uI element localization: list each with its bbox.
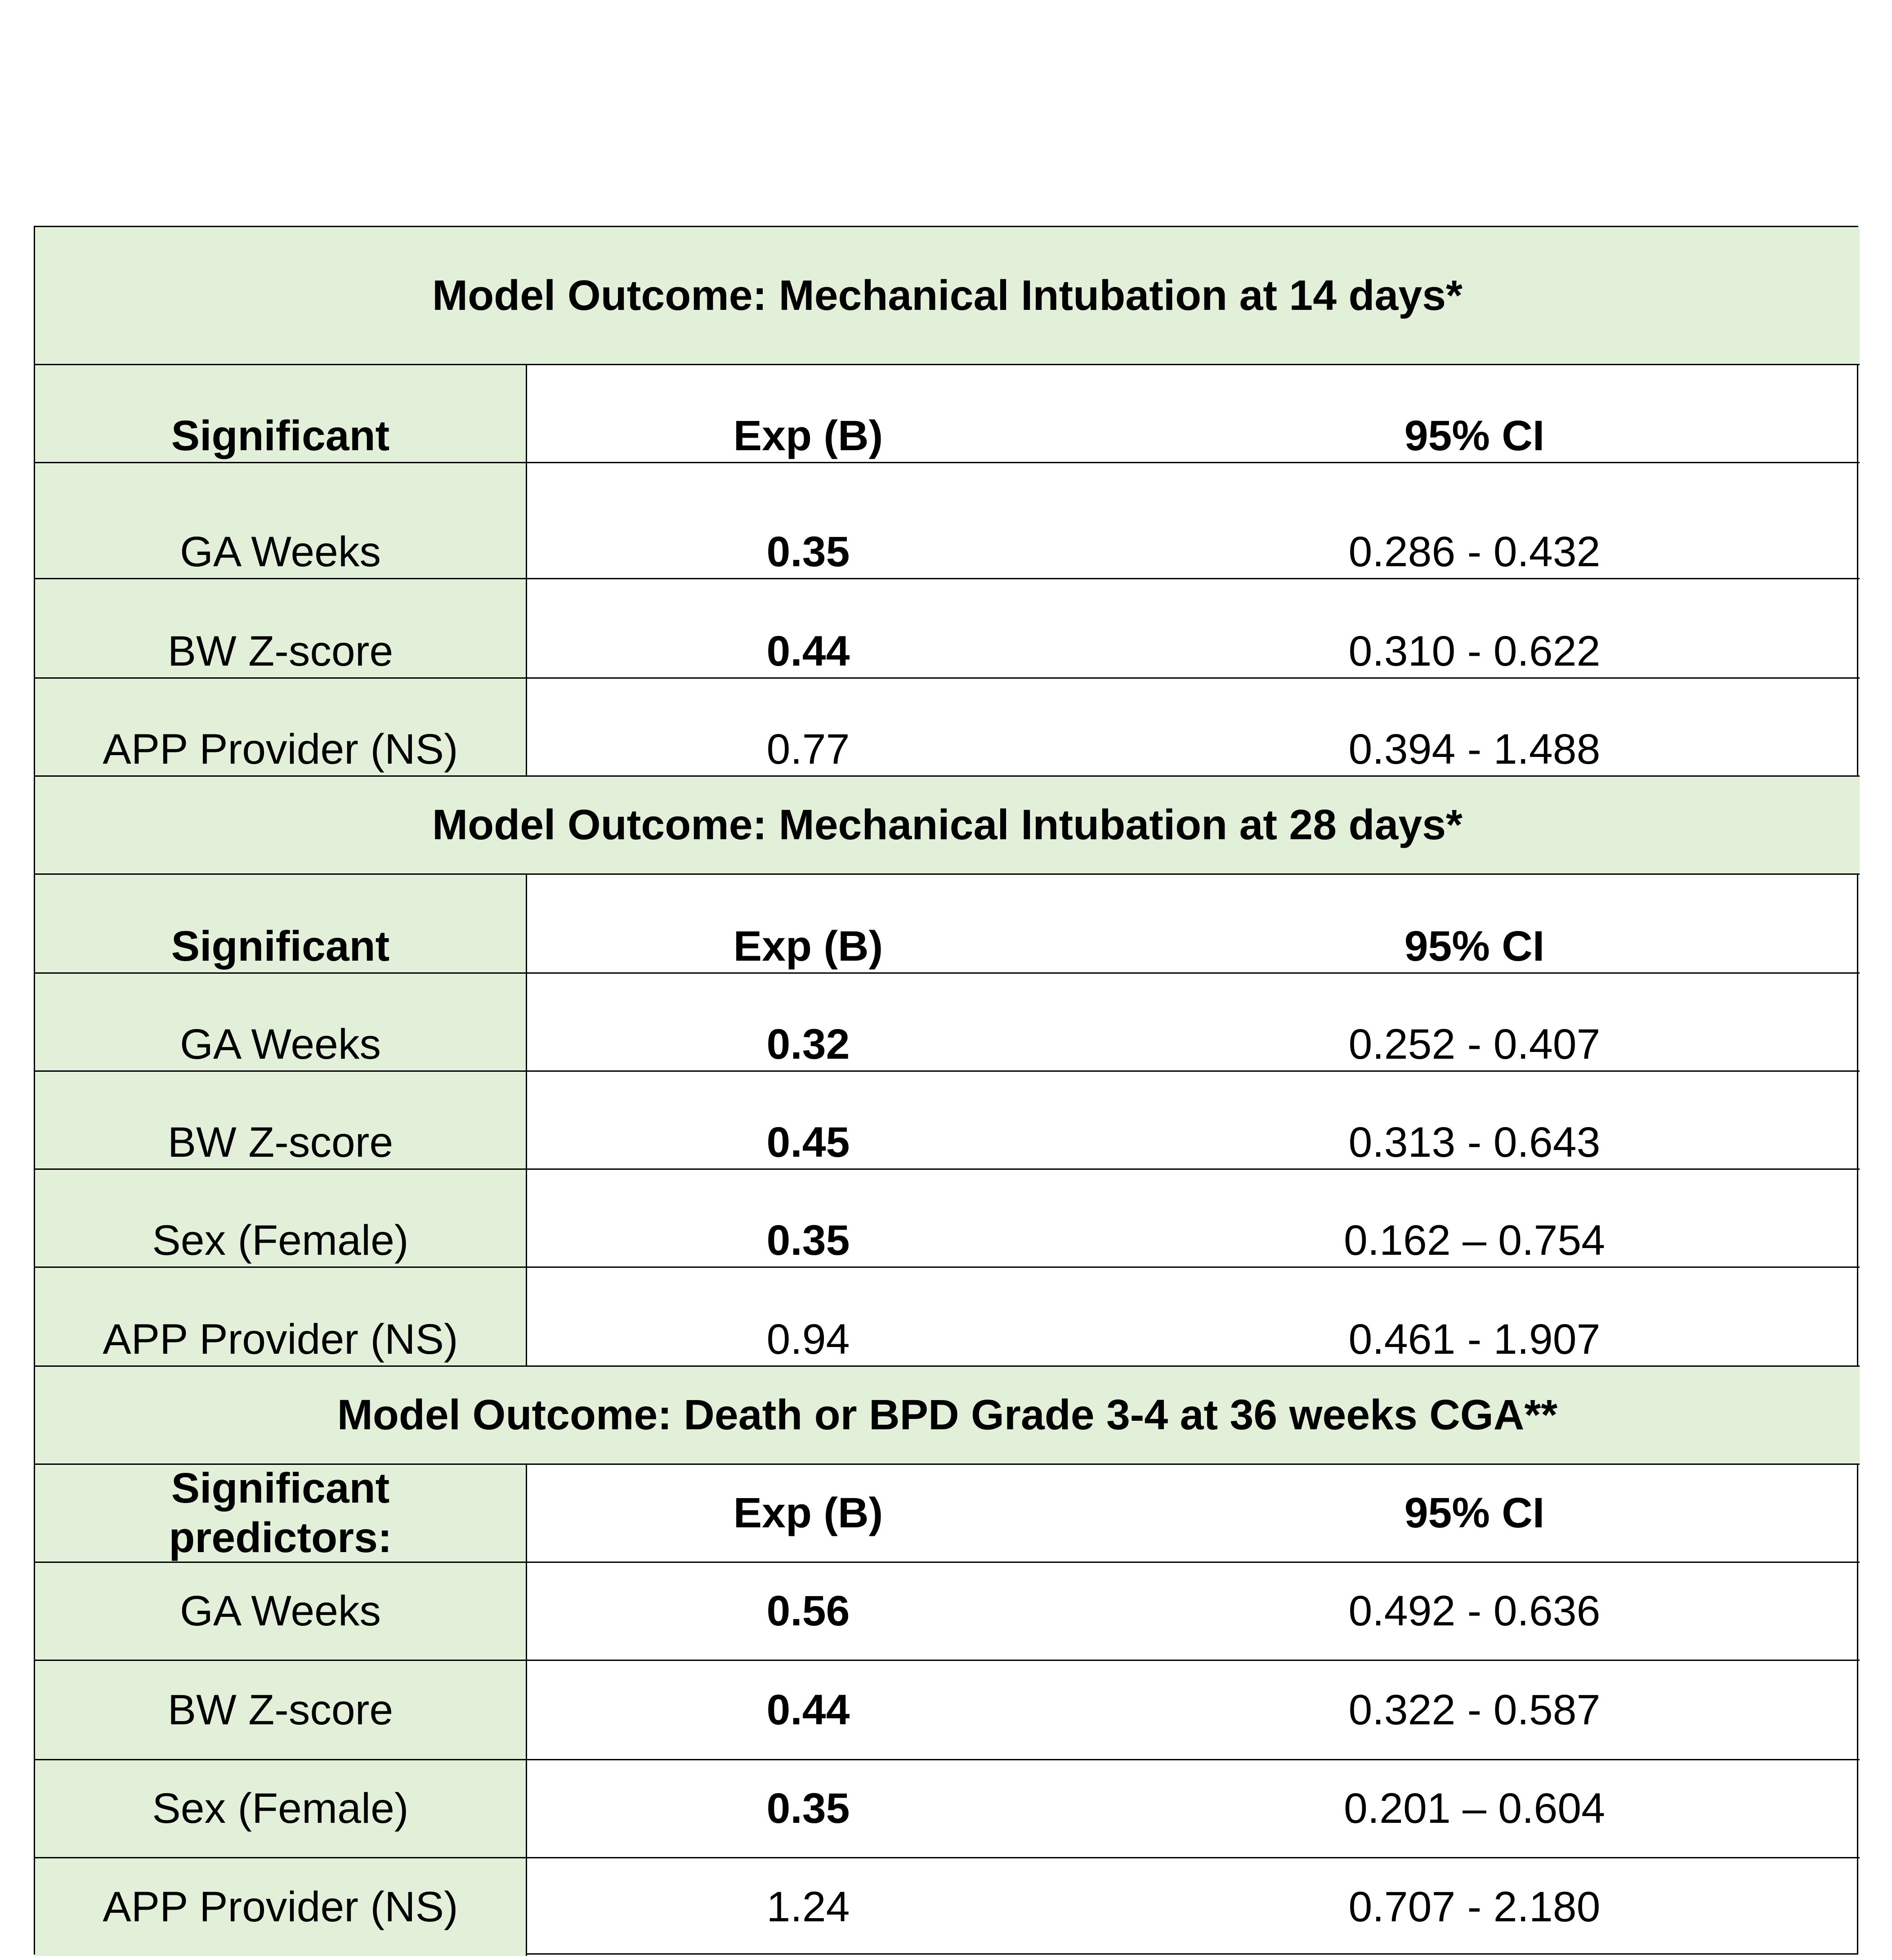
exp-value: 0.94: [766, 1315, 850, 1363]
table-row: [527, 1857, 1860, 1956]
header-exp: Exp (B): [733, 412, 883, 460]
exp-value: 1.24: [766, 1883, 850, 1931]
header-label: [35, 1463, 527, 1562]
table-row: [527, 677, 1860, 775]
exp-value: 0.35: [766, 1216, 850, 1264]
row-label: BW Z-score: [35, 1070, 527, 1168]
model-title: Model Outcome: Death or BPD Grade 3-4 at 36 weeks CGA**: [35, 1365, 1860, 1463]
table-row: [527, 972, 1860, 1070]
model-title: Model Outcome: Mechanical Intubation at 28 days*: [35, 775, 1860, 873]
table-row: [527, 462, 1860, 578]
row-label: GA Weeks: [35, 972, 527, 1070]
header-exp: Exp (B): [733, 922, 883, 970]
ci-value: 0.286 - 0.432: [1348, 528, 1601, 576]
header-row: [527, 1463, 1860, 1562]
header-label-line1: Significant: [171, 1464, 390, 1513]
ci-value: 0.201 – 0.604: [1343, 1785, 1606, 1833]
table-row: [527, 1266, 1860, 1365]
row-label: Sex (Female): [35, 1759, 527, 1857]
ci-value: 0.461 - 1.907: [1348, 1315, 1601, 1363]
row-label: GA Weeks: [35, 1562, 527, 1660]
exp-value: 0.35: [766, 528, 850, 576]
ci-value: 0.310 - 0.622: [1348, 627, 1601, 675]
header-label: Significant: [35, 873, 527, 972]
row-label: APP Provider (NS): [35, 1266, 527, 1365]
header-ci: 95% CI: [1404, 412, 1545, 460]
table-row: [527, 1168, 1860, 1266]
ci-value: 0.707 - 2.180: [1348, 1883, 1601, 1931]
header-ci: 95% CI: [1404, 1489, 1545, 1537]
row-label: BW Z-score: [35, 578, 527, 677]
row-label: GA Weeks: [35, 462, 527, 578]
header-row: [527, 364, 1860, 462]
exp-value: 0.56: [766, 1587, 850, 1635]
exp-value: 0.77: [766, 725, 850, 773]
ci-value: 0.252 - 0.407: [1348, 1020, 1601, 1068]
row-label: APP Provider (NS): [35, 1857, 527, 1956]
header-ci: 95% CI: [1404, 922, 1545, 970]
exp-value: 0.44: [766, 627, 850, 675]
header-label: Significant: [35, 364, 527, 462]
results-table: [34, 226, 1858, 1955]
table-row: [527, 578, 1860, 677]
exp-value: 0.45: [766, 1118, 850, 1166]
table-row: [527, 1562, 1860, 1660]
model-title: Model Outcome: Mechanical Intubation at 14 days*: [35, 227, 1860, 364]
table-row: [527, 1660, 1860, 1759]
header-exp: Exp (B): [733, 1489, 883, 1537]
header-label-line2: predictors:: [169, 1513, 392, 1562]
exp-value: 0.32: [766, 1020, 850, 1068]
exp-value: 0.35: [766, 1785, 850, 1833]
header-row: [527, 873, 1860, 972]
ci-value: 0.162 – 0.754: [1343, 1216, 1606, 1264]
row-label: BW Z-score: [35, 1660, 527, 1759]
table-row: [527, 1070, 1860, 1168]
ci-value: 0.492 - 0.636: [1348, 1587, 1601, 1635]
table-row: [527, 1759, 1860, 1857]
ci-value: 0.313 - 0.643: [1348, 1118, 1601, 1166]
ci-value: 0.394 - 1.488: [1348, 725, 1601, 773]
row-label: APP Provider (NS): [35, 677, 527, 775]
row-label: Sex (Female): [35, 1168, 527, 1266]
exp-value: 0.44: [766, 1686, 850, 1734]
ci-value: 0.322 - 0.587: [1348, 1686, 1601, 1734]
